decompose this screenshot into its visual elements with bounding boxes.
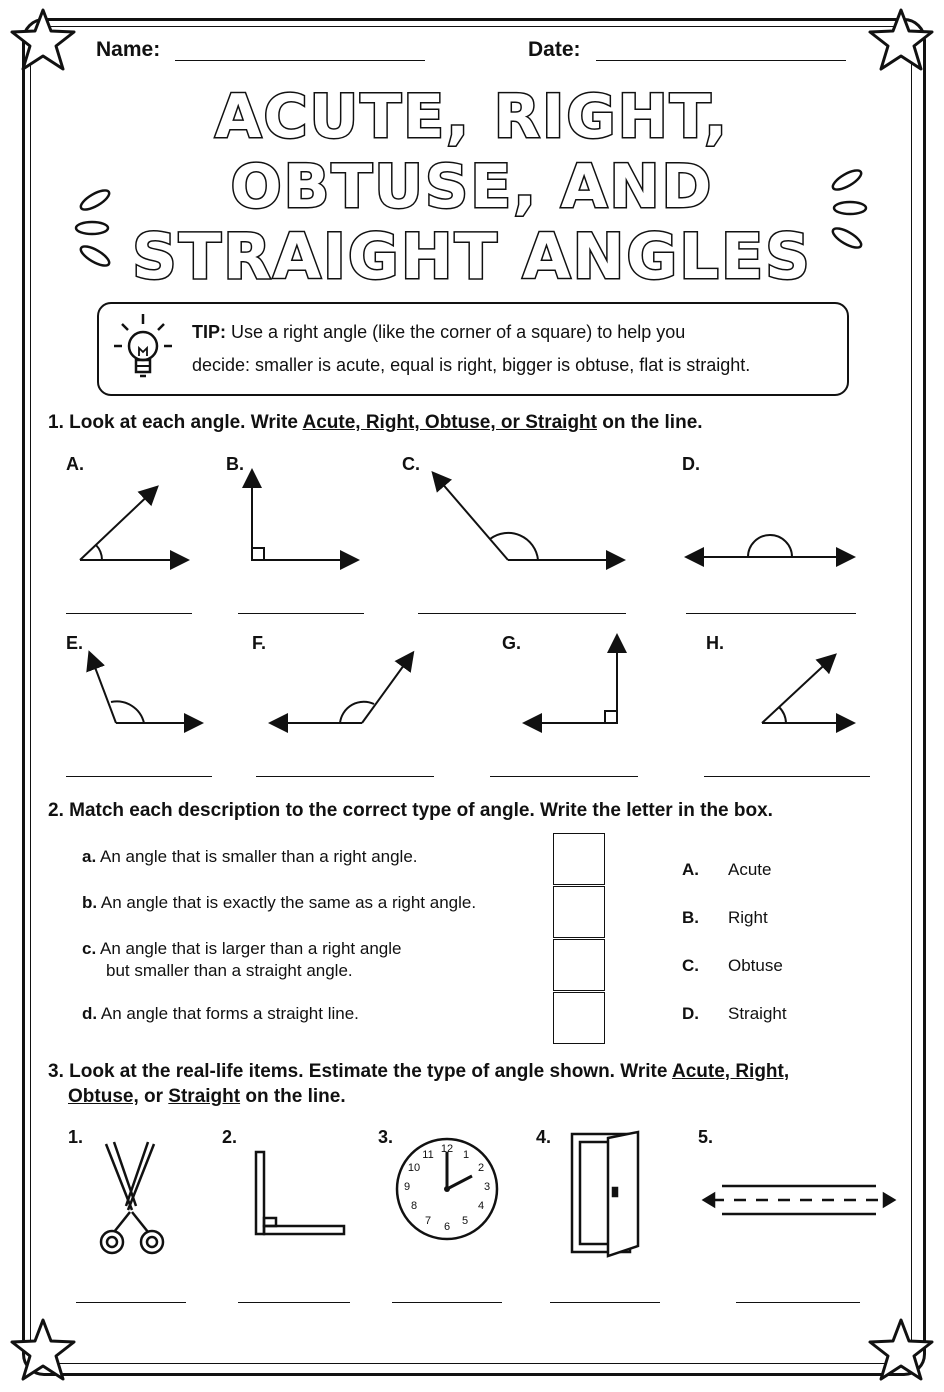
clock-number-6: 6 (443, 1221, 451, 1233)
angle-label-a: A. (66, 454, 84, 474)
option-letter-c: C. (682, 956, 699, 975)
angle-d (688, 535, 852, 557)
star-icon (866, 1316, 936, 1386)
clock-number-9: 9 (403, 1181, 411, 1193)
angle-label-h: H. (706, 633, 724, 653)
clock-number-2: 2 (477, 1162, 485, 1174)
answer-line-a[interactable] (66, 613, 192, 614)
option-obtuse: Obtuse (728, 956, 783, 975)
angle-g (526, 637, 617, 723)
angle-e (90, 654, 200, 723)
option-letter-d: D. (682, 1004, 699, 1023)
clock-number-12: 12 (440, 1143, 454, 1155)
question-3-prompt: 3. Look at the real-life items. Estimate the type of angle shown. Write Acute, Right, (48, 1061, 790, 1082)
clock-number-11: 11 (422, 1149, 434, 1161)
answer-line-c[interactable] (418, 613, 626, 614)
scissors-icon (92, 1140, 172, 1260)
angle-label-g: G. (502, 633, 522, 653)
option-letter-a: A. (682, 860, 699, 879)
item-number-2: 2. (222, 1127, 238, 1147)
answer-line-g[interactable] (490, 776, 638, 777)
angle-label-f: F. (252, 633, 267, 653)
angle-label-e: E. (66, 633, 84, 653)
name-label: Name: (96, 38, 161, 61)
angle-label-d: D. (682, 454, 700, 474)
answer-line-4[interactable] (550, 1302, 660, 1303)
straight-lines-icon (700, 1170, 896, 1230)
page-title-line1: ACUTE, RIGHT, (215, 82, 729, 152)
match-item-c: c. An angle that is larger than a right angle (82, 939, 402, 958)
answer-line-e[interactable] (66, 776, 212, 777)
page-title-line3: STRAIGHT ANGLES (132, 220, 812, 293)
clock-number-5: 5 (461, 1215, 469, 1227)
question-1-prompt: 1. Look at each angle. Write Acute, Right, Obtuse, or Straight on the line. (48, 412, 703, 433)
angle-h (762, 656, 852, 723)
answer-line-3[interactable] (392, 1302, 502, 1303)
answer-box-c[interactable] (553, 939, 605, 991)
page-title-line2: OBTUSE, AND (230, 152, 714, 222)
option-letter-b: B. (682, 908, 699, 927)
item-number-4: 4. (536, 1127, 552, 1147)
clock-number-8: 8 (410, 1200, 418, 1212)
door-icon (568, 1130, 644, 1258)
clock-number-7: 7 (424, 1215, 432, 1227)
match-item-a: a. An angle that is smaller than a right angle. (82, 847, 418, 866)
match-item-b: b. An angle that is exactly the same as a right angle. (82, 893, 477, 912)
clock-number-10: 10 (407, 1162, 421, 1174)
question-2-prompt: 2. Match each description to the correct type of angle. Write the letter in the box. (48, 800, 773, 821)
angle-f (272, 654, 412, 723)
item-number-1: 1. (68, 1127, 84, 1147)
date-label: Date: (528, 38, 581, 61)
answer-line-f[interactable] (256, 776, 434, 777)
answer-line-5[interactable] (736, 1302, 860, 1303)
match-item-c-cont: but smaller than a straight angle. (106, 961, 353, 980)
tip-line2: decide: smaller is acute, equal is right, bigger is obtuse, flat is straight. (192, 355, 751, 375)
angle-a (80, 488, 186, 560)
answer-box-b[interactable] (553, 886, 605, 938)
clock-icon (392, 1134, 502, 1244)
l-square-icon (252, 1148, 348, 1240)
option-straight: Straight (728, 1004, 787, 1023)
item-number-5: 5. (698, 1127, 714, 1147)
star-icon (8, 1316, 78, 1386)
tip-line1: TIP: Use a right angle (like the corner of a square) to help you (192, 322, 686, 342)
angle-c (434, 474, 622, 560)
answer-line-2[interactable] (238, 1302, 350, 1303)
answer-line-h[interactable] (704, 776, 870, 777)
question-3-prompt-cont: Obtuse, or Straight on the line. (68, 1086, 346, 1107)
clock-number-4: 4 (477, 1200, 485, 1212)
clock-number-3: 3 (483, 1181, 491, 1193)
option-right: Right (728, 908, 768, 927)
answer-box-a[interactable] (553, 833, 605, 885)
answer-line-1[interactable] (76, 1302, 186, 1303)
clock-number-1: 1 (462, 1149, 470, 1161)
angle-label-c: C. (402, 454, 420, 474)
item-number-3: 3. (378, 1127, 394, 1147)
angle-label-b: B. (226, 454, 244, 474)
match-item-d: d. An angle that forms a straight line. (82, 1004, 359, 1023)
option-acute: Acute (728, 860, 772, 879)
answer-line-b[interactable] (238, 613, 364, 614)
answer-box-d[interactable] (553, 992, 605, 1044)
answer-line-d[interactable] (686, 613, 856, 614)
angle-b (252, 472, 356, 560)
